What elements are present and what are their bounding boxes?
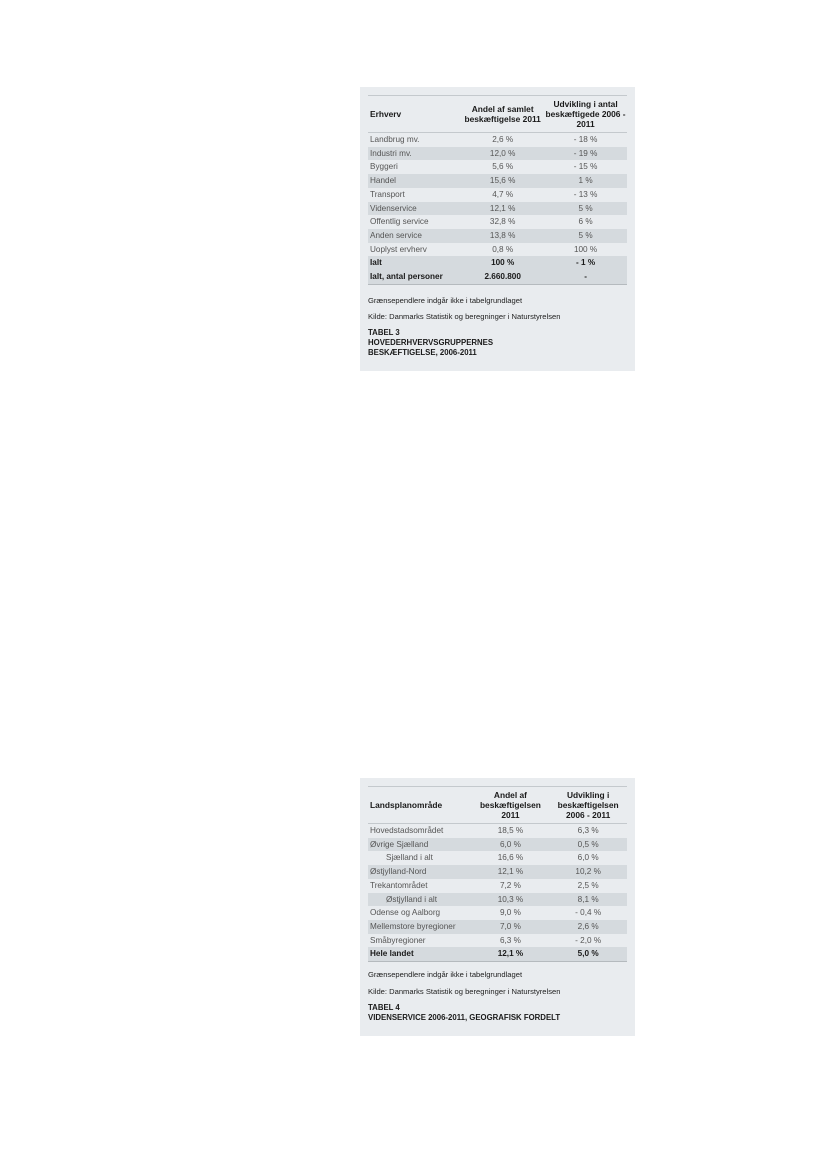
cell-erhverv: Handel: [368, 174, 461, 188]
cell-andel: 16,6 %: [497, 853, 524, 863]
table4-caption-number: TABEL 4: [368, 1003, 400, 1013]
cell-andel: 2.660.800: [461, 270, 544, 284]
table4-header-andel: Andel af beskæftigelsen 2011: [472, 787, 550, 824]
cell-udvikling: 100 %: [573, 244, 598, 254]
table3-header-udvikling: Udvikling i antal beskæftigede 2006 - 2011: [544, 96, 627, 133]
table-row: [368, 879, 627, 893]
cell-andel: 32,8 %: [489, 217, 516, 227]
cell-erhverv: Offentlig service: [370, 217, 429, 227]
table4-notes: [368, 969, 627, 997]
table3-notes: [368, 295, 627, 322]
cell-andel: 15,6 %: [461, 174, 544, 188]
cell-udvikling: -: [544, 270, 627, 284]
table-row: [368, 147, 627, 161]
table-total-row: [368, 947, 627, 961]
table-row: [368, 243, 627, 257]
cell-andel: 10,3 %: [472, 893, 550, 907]
cell-udvikling: 5 %: [544, 229, 627, 243]
cell-udvikling: 5,0 %: [549, 947, 627, 961]
cell-omraade: Mellemstore byregioner: [368, 920, 472, 934]
table4-panel: [360, 778, 635, 1036]
cell-omraade: Østjylland i alt: [368, 893, 472, 907]
cell-udvikling: 1 %: [544, 174, 627, 188]
cell-udvikling: - 18 %: [573, 135, 598, 144]
cell-andel: 0,8 %: [492, 244, 514, 254]
table3-header-row: [368, 96, 627, 133]
table4-header-landsplanomraade: Landsplanområde: [368, 787, 472, 824]
cell-udvikling: - 13 %: [573, 189, 598, 199]
cell-omraade: Småbyregioner: [370, 935, 426, 945]
table4-header-udvikling: Udvikling i beskæftigelsen 2006 - 2011: [549, 787, 627, 824]
cell-omraade: Øvrige Sjælland: [368, 838, 472, 852]
table4: [368, 786, 627, 962]
cell-erhverv: Industri mv.: [368, 147, 461, 161]
table-row: [368, 202, 627, 216]
table-row: [368, 133, 627, 147]
cell-andel: 6,0 %: [472, 838, 550, 852]
cell-udvikling: 6,3 %: [577, 826, 599, 835]
cell-udvikling: 2,6 %: [549, 920, 627, 934]
table3-note-grænsependlere: Grænsependlere indgår ikke i tabelgrundlaget: [368, 295, 523, 305]
table-row: [368, 229, 627, 243]
cell-erhverv: Transport: [370, 189, 405, 199]
cell-udvikling: - 2,0 %: [575, 935, 602, 945]
table3-panel: [360, 87, 635, 371]
cell-omraade: Hele landet: [368, 947, 472, 961]
cell-andel: 5,6 %: [492, 162, 514, 172]
table-row: [368, 934, 627, 948]
cell-andel: 12,1 %: [472, 865, 550, 879]
table-row: [368, 824, 627, 838]
cell-omraade: Sjælland i alt: [386, 853, 433, 863]
cell-andel: 12,0 %: [461, 147, 544, 161]
table3-caption-title-1: HOVEDERHVERVSGRUPPERNES: [368, 337, 494, 347]
table-row: [368, 215, 627, 229]
cell-andel: 100 %: [461, 256, 544, 270]
cell-andel: 4,7 %: [492, 189, 514, 199]
cell-udvikling: 0,5 %: [549, 838, 627, 852]
cell-udvikling: - 0,4 %: [575, 908, 602, 918]
table4-header-row: [368, 787, 627, 824]
table3-header-andel: Andel af samlet beskæftigelse 2011: [461, 96, 544, 133]
table4-note-kilde: Kilde: Danmarks Statistik og beregninger i Naturstyrelsen: [368, 987, 561, 997]
cell-omraade: Odense og Aalborg: [370, 908, 441, 918]
table-row: [368, 188, 627, 202]
table-total-row: [368, 270, 627, 284]
cell-omraade: Trekantområdet: [370, 880, 428, 890]
table3-note-kilde: Kilde: Danmarks Statistik og beregninger i Naturstyrelsen: [368, 311, 561, 321]
table-row: [368, 160, 627, 174]
cell-erhverv: Anden service: [368, 229, 461, 243]
cell-erhverv: Videnservice: [368, 202, 461, 216]
cell-udvikling: 6 %: [578, 217, 593, 227]
table-row: [368, 865, 627, 879]
cell-omraade: Østjylland-Nord: [368, 865, 472, 879]
cell-andel: 13,8 %: [461, 229, 544, 243]
cell-udvikling: 10,2 %: [549, 865, 627, 879]
cell-udvikling: - 15 %: [573, 162, 598, 172]
cell-andel: 9,0 %: [499, 908, 521, 918]
cell-udvikling: 2,5 %: [577, 880, 599, 890]
cell-erhverv: Landbrug mv.: [370, 135, 420, 144]
cell-erhverv: Ialt: [368, 256, 461, 270]
cell-andel: 2,6 %: [492, 135, 514, 144]
cell-udvikling: 8,1 %: [549, 893, 627, 907]
cell-andel: 7,2 %: [499, 880, 521, 890]
table3-header-erhverv: Erhverv: [368, 96, 461, 133]
table-row: [368, 893, 627, 907]
table-row: [368, 851, 627, 865]
table4-caption-title: VIDENSERVICE 2006-2011, GEOGRAFISK FORDELT: [368, 1013, 561, 1023]
table3: [368, 95, 627, 285]
table-row: [368, 906, 627, 920]
cell-udvikling: 5 %: [544, 202, 627, 216]
table3-caption-title-2: BESKÆFTIGELSE, 2006-2011: [368, 347, 477, 357]
cell-omraade: Hovedstadsområdet: [370, 826, 444, 835]
cell-andel: 18,5 %: [497, 826, 524, 835]
table-row: [368, 838, 627, 852]
cell-udvikling: 6,0 %: [577, 853, 599, 863]
table4-caption: [368, 1003, 627, 1023]
cell-udvikling: - 19 %: [544, 147, 627, 161]
table3-caption: [368, 328, 627, 358]
cell-andel: 7,0 %: [472, 920, 550, 934]
table-total-row: [368, 256, 627, 270]
cell-andel: 12,1 %: [472, 947, 550, 961]
cell-andel: 12,1 %: [461, 202, 544, 216]
cell-udvikling: - 1 %: [544, 256, 627, 270]
table4-note-grænsependlere: Grænsependlere indgår ikke i tabelgrundlaget: [368, 970, 523, 980]
table-row: [368, 174, 627, 188]
cell-andel: 6,3 %: [499, 935, 521, 945]
cell-erhverv: Byggeri: [370, 162, 398, 172]
cell-erhverv: Ialt, antal personer: [368, 270, 461, 284]
table-row: [368, 920, 627, 934]
table3-caption-number: TABEL 3: [368, 327, 400, 337]
cell-erhverv: Uoplyst ervherv: [370, 244, 427, 254]
